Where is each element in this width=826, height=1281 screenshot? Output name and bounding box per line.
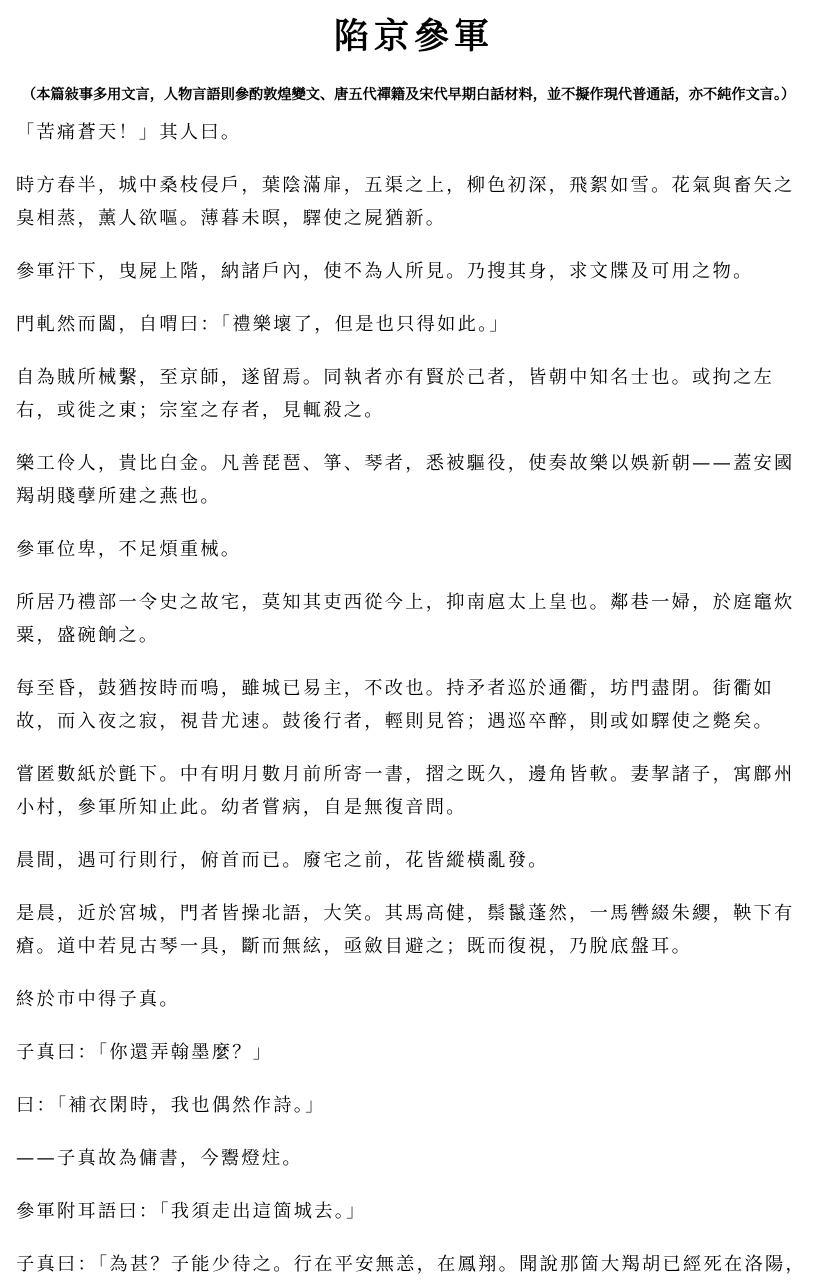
- paragraph: 嘗匿數紙於氈下。中有明月數月前所寄一書，摺之既久，邊角皆軟。妻挈諸子，寓鄜州小村，參軍所知止此。幼者嘗病，自是無復音問。: [16, 764, 795, 818]
- paragraph: 曰：「補衣閑時，我也偶然作詩。」: [16, 1095, 326, 1116]
- paragraph: ——子真故為傭書，今鬻燈炷。: [16, 1148, 303, 1169]
- paragraph: 子真曰：「你還弄翰墨麼？」: [16, 1042, 274, 1063]
- paragraph: 晨間，遇可行則行，俯首而已。廢宅之前，花皆縱橫亂發。: [16, 850, 549, 871]
- paragraph: 時方春半，城中桑枝侵戶，葉陰滿扉，五渠之上，柳色初深，飛絮如雪。花氣與畜矢之臭相蒸，薰人欲嘔。薄暮未暝，驛使之屍猶新。: [16, 175, 795, 229]
- paragraph: 子真曰：「為甚？子能少待之。行在平安無恙，在鳳翔。聞說那箇大羯胡已經死在洛陽，: [16, 1254, 806, 1275]
- paragraph: 參軍附耳語曰：「我須走出這箇城去。」: [16, 1201, 367, 1222]
- paragraph: 樂工伶人，貴比白金。凡善琵琶、箏、琴者，悉被驅役，使奏故樂以娛新朝——蓋安國羯胡賤孽所建之燕也。: [16, 453, 795, 507]
- paragraph: 自為賊所械繫，至京師，遂留焉。同執者亦有賢於己者，皆朝中知名士也。或拘之左右，或徙之東；宗室之存者，見輒殺之。: [16, 367, 775, 421]
- paragraph: 參軍汗下，曳屍上階，納諸戶內，使不為人所見。乃搜其身，求文牒及可用之物。: [16, 261, 754, 282]
- body-text: [16, 116, 812, 1281]
- document-title: 陷京參軍: [333, 16, 494, 57]
- paragraph: 每至昏，鼓猶按時而鳴，雖城已易主，不改也。持矛者巡於通衢，坊門盡閉。街衢如故，而入夜之寂，視昔尤速。鼓後行者，輕則見笞；遇巡卒醉，則或如驛使之斃矣。: [16, 678, 775, 732]
- paragraph: 是晨，近於宮城，門者皆操北語，大笑。其馬高健，鬃鬣蓬然，一馬轡綴朱纓，鞅下有瘡。道中若見古琴一具，斷而無絃，亟斂目避之；既而復視，乃脫底盤耳。: [16, 903, 795, 957]
- paragraph: 「苦痛蒼天！」其人曰。: [16, 122, 242, 143]
- editorial-note: （本篇敍事多用文言，人物言語則參酌敦煌變文、唐五代禪籍及宋代早期白話材料，並不擬作現代普通話，亦不純作文言。）: [22, 87, 796, 103]
- paragraph: 門軋然而闔，自喟曰：「禮樂壞了，但是也只得如此。」: [16, 314, 510, 335]
- paragraph: 所居乃禮部一令史之故宅，莫知其吏西從今上，抑南扈太上皇也。鄰巷一婦，於庭竈炊粟，盛碗餉之。: [16, 592, 795, 646]
- paragraph: 參軍位卑，不足煩重械。: [16, 539, 242, 560]
- paragraph: 終於市中得子真。: [16, 989, 180, 1010]
